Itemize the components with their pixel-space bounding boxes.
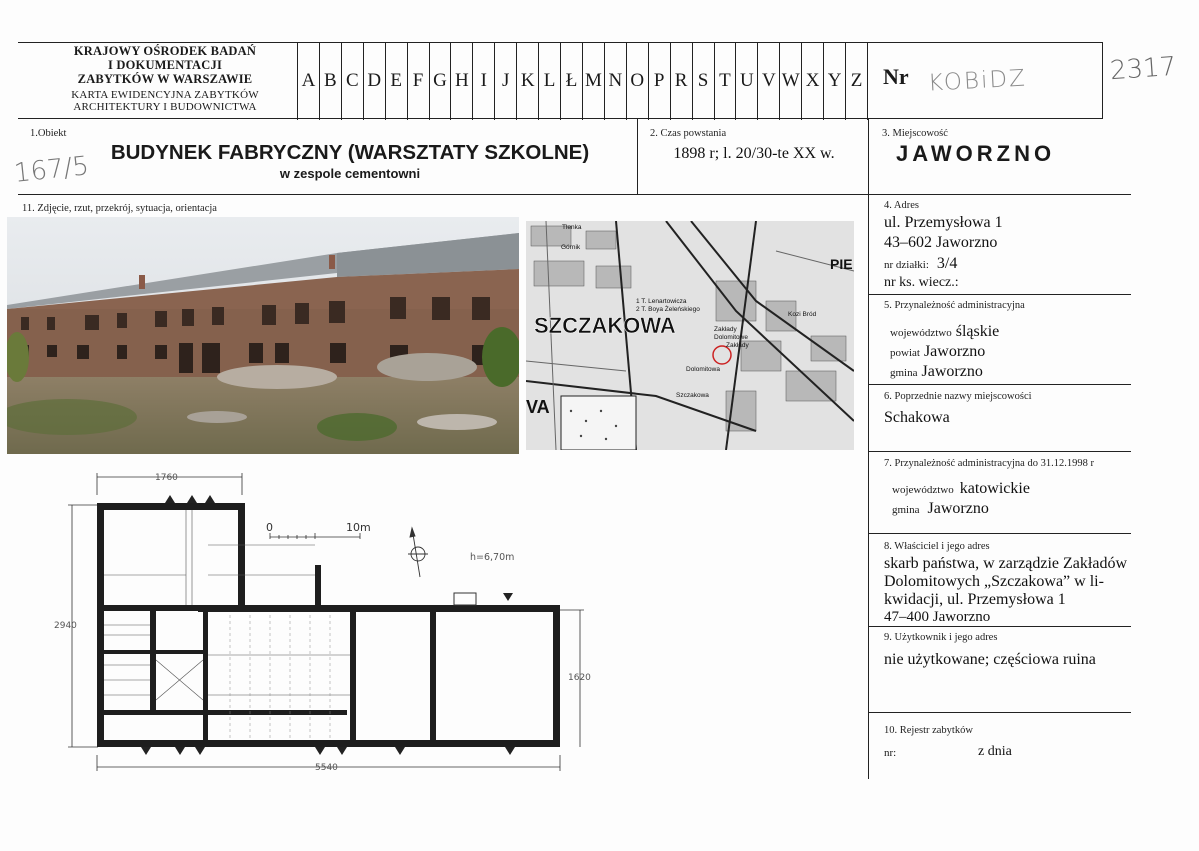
dim-right: 1620 [568,673,591,683]
admin-commune-row [890,363,983,381]
admin-1998-voivodeship-label: województwo [892,484,954,496]
letter-cell: M [583,42,605,120]
previous-names-value: Schakowa [884,409,950,426]
address-street: ul. Przemysłowa 1 [884,214,1003,231]
letter-cell: F [408,42,430,120]
scale-zero: 0 [266,521,273,534]
institution-line3: ZABYTKÓW W WARSZAWIE [77,72,253,86]
admin-1998-commune-value: Jaworzno [927,500,989,517]
institution-line1: KRAJOWY OŚRODEK BADAŃ [73,44,257,58]
admin-voivodeship-value: śląskie [955,323,1000,340]
letter-cell: J [495,42,517,120]
admin-1998-commune-label: gmina [892,504,920,516]
owner-label: 8. Właściciel i jego adres [884,541,990,552]
letter-index [297,42,868,120]
letter-cell: U [736,42,758,120]
owner-line3: kwidacji, ul. Przemysłowa 1 [884,591,1066,608]
letter-cell: Z [846,42,868,120]
letter-cell: K [517,42,539,120]
institution-block [40,44,290,113]
locality-label: 3. Miejscowość [882,128,948,139]
building-photo [7,217,519,454]
map-label-1: Górnik [561,244,581,251]
user-label: 9. Użytkownik i jego adres [884,632,998,643]
object-name: BUDYNEK FABRYCZNY (WARSZTATY SZKOLNE) [110,141,590,164]
register-date-label: z dnia [978,744,1012,759]
address-postcode: 43–602 Jaworzno [884,234,998,251]
letter-cell: C [342,42,364,120]
map-label-4: Kozi Bród [788,311,817,318]
card-line1: KARTA EWIDENCYJNA ZABYTKÓW [71,89,259,101]
location-map [526,221,854,450]
admin-voivodeship-row [890,323,999,341]
map-label-9: Zakłady [726,342,749,349]
admin-county-row [890,343,985,361]
admin-label: 5. Przynależność administracyjna [884,300,1025,311]
map-label-3: Dolomitowe [714,334,748,341]
time-value: 1898 r; l. 20/30-te XX w. [673,145,835,162]
admin-county-label: powiat [890,347,920,359]
register-label: 10. Rejestr zabytków [884,725,973,736]
letter-cell: N [605,42,627,120]
object-subname: w zespole cementowni [279,166,421,181]
letter-cell: T [715,42,737,120]
map-label-8: 2 T. Boya Żeleńskiego [636,306,700,313]
admin-voivodeship-label: województwo [890,327,952,339]
letter-cell: E [386,42,408,120]
admin-1998-commune-row [892,500,989,518]
map-big-label: SZCZAKOWA [534,313,676,338]
address-label: 4. Adres [884,200,919,211]
corner-handwritten: 2317 [1109,51,1178,87]
nr-label: Nr [883,64,909,89]
owner-line4: 47–400 Jaworzno [884,609,991,625]
owner-line1: skarb państwa, w zarządzie Zakładów [884,555,1127,572]
scale-ten: 10m [346,521,371,534]
map-label-6: Szczakowa [676,392,709,399]
plot-value: 3/4 [936,255,958,272]
institution-line2: I DOKUMENTACJI [107,58,223,72]
north-arrow-icon [408,528,428,577]
register-nr-label: nr: [884,747,897,759]
letter-cell: O [627,42,649,120]
card-line2: ARCHITEKTURY I BUDOWNICTWA [73,101,257,113]
letter-cell: D [364,42,386,120]
plot-label: nr działki: [884,259,929,271]
admin-commune-value: Jaworzno [921,363,983,380]
letter-cell: G [430,42,452,120]
map-edge-label: VA [526,397,550,417]
letter-cell: X [802,42,824,120]
admin-county-value: Jaworzno [923,343,986,360]
object-handwritten-number: 167/5 [12,151,91,189]
letter-cell: R [671,42,693,120]
letter-cell: L [539,42,561,120]
height-note: h=6,70m [470,552,515,563]
letter-cell: V [758,42,780,120]
map-label-2: Zakłady [714,326,737,333]
time-label: 2. Czas powstania [650,128,727,139]
dim-left: 2940 [54,621,77,631]
map-label-0: Tlenka [562,224,582,231]
map-label-7: 1 T. Lenartowicza [636,298,687,305]
admin-1998-voivodeship-value: katowickie [959,480,1030,497]
previous-names-label: 6. Poprzednie nazwy miejscowości [884,391,1032,402]
admin-commune-label: gmina [890,367,918,379]
owner-line2: Dolomitowych „Szczakowa” w li- [884,573,1104,590]
letter-cell: H [451,42,473,120]
letter-cell: Ł [561,42,583,120]
dim-bottom: 5540 [315,763,338,773]
letter-cell: I [473,42,495,120]
letter-cell: Y [824,42,846,120]
admin-1998-label: 7. Przynależność administracyjna do 31.12.1998 r [884,458,1094,469]
dim-top: 1760 [155,473,178,483]
plot-row [884,255,957,273]
land-book-label: nr ks. wiecz.: [884,275,959,290]
nr-handwritten: KOBiDZ [927,65,1028,97]
locality-value: JAWORZNO [896,141,1056,166]
object-label: 1.Obiekt [30,128,67,139]
letter-cell: B [320,42,342,120]
letter-cell: W [780,42,802,120]
admin-1998-voivodeship-row [892,480,1030,498]
user-value: nie użytkowane; częściowa ruina [884,651,1096,668]
floor-plan [50,465,610,785]
letter-cell: S [693,42,715,120]
map-corner-label: PIE [830,256,853,272]
photos-label: 11. Zdjęcie, rzut, przekrój, sytuacja, orientacja [22,203,217,214]
letter-cell: P [649,42,671,120]
map-label-5: Dolomitowa [686,366,720,373]
letter-cell: A [298,42,320,120]
